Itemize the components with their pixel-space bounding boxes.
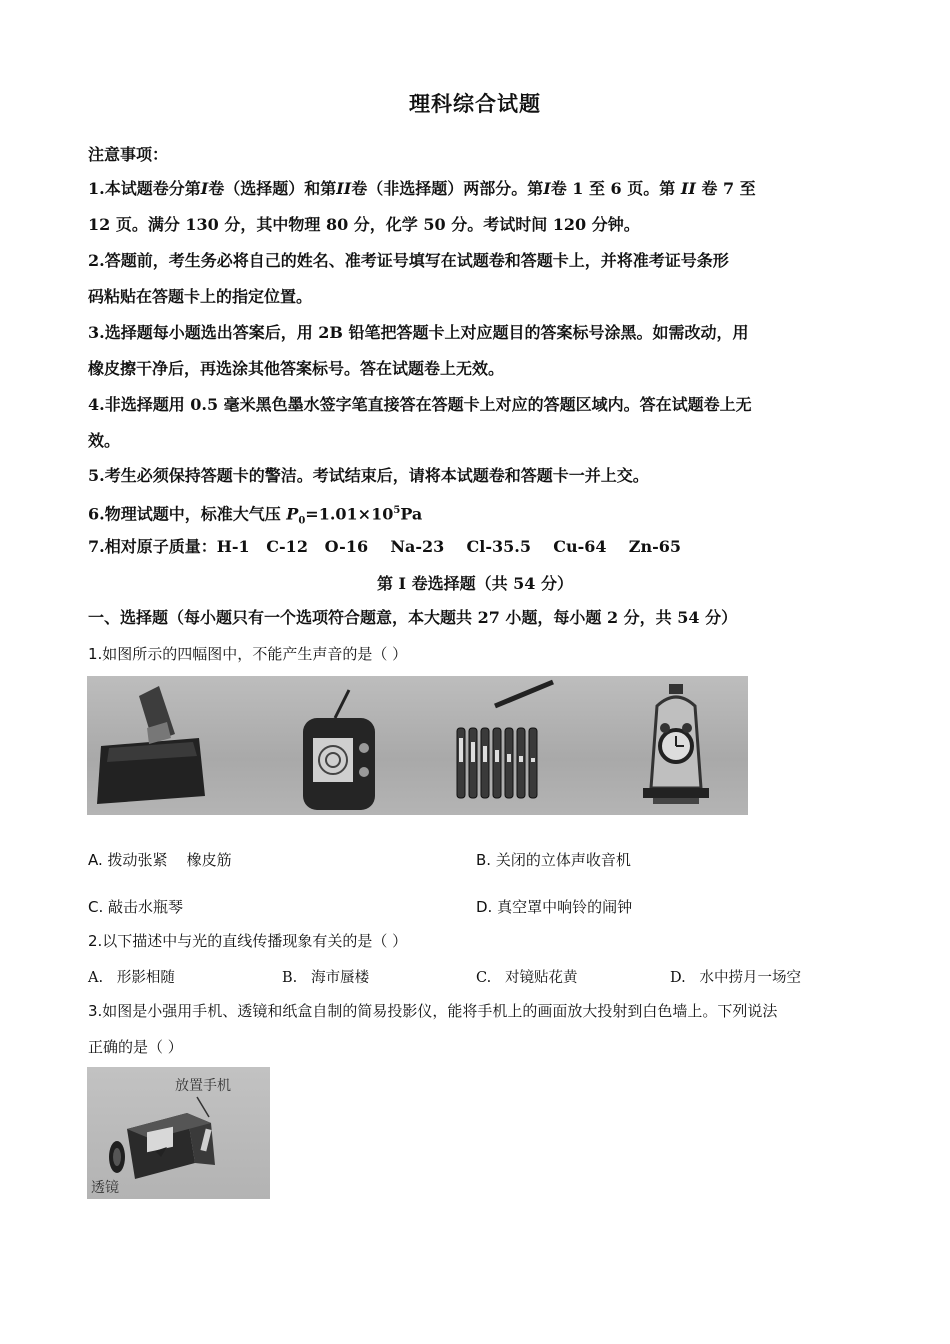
option-text: 拨动张紧 橡皮筋 [107, 851, 232, 869]
q1-option-a[interactable] [88, 849, 232, 870]
q2-option-a[interactable]: A. 形影相随 [88, 970, 175, 986]
section-heading: 第 I 卷选择题（共 54 分） [376, 574, 574, 593]
water-bottles-icon [457, 682, 553, 798]
option-letter: C. [88, 898, 104, 916]
text: Pa [400, 504, 423, 524]
option-letter: A. [88, 851, 103, 869]
q3-stem-line-1: 3.如图是小强用手机、透镜和纸盒自制的简易投影仪，能将手机上的画面放大投射到白色墙上。下列说法 [88, 1002, 778, 1020]
text: 卷 7 至 [701, 179, 756, 198]
q2-option-b[interactable]: B. 海市蜃楼 [282, 970, 370, 986]
text: 卷（选择题）和第 [208, 179, 337, 198]
q1-option-c[interactable] [88, 896, 183, 917]
text: 1.本试题卷分第 [88, 179, 201, 198]
q1-figure [87, 676, 748, 815]
rubber-band-block-icon [97, 686, 205, 804]
text: =1.01×10 [305, 504, 394, 524]
option-text: 关闭的立体声收音机 [495, 851, 631, 869]
text: 卷 1 至 6 页。第 [550, 179, 676, 198]
q1-option-b[interactable] [476, 849, 631, 870]
notice-line-4a: 4.非选择题用 0.5 毫米黑色墨水签字笔直接答在答题卡上对应的答题区域内。答在试题卷上无 [88, 395, 752, 414]
q1-figure-svg [87, 676, 748, 815]
notice-line-7: 7.相对原子质量：H-1 C-12 O-16 Na-23 Cl-35.5 Cu-64 Zn-65 [88, 537, 682, 556]
option-text: 敲击水瓶琴 [108, 898, 184, 916]
option-text: 真空罩中响铃的闹钟 [497, 898, 633, 916]
label-lens: 透镜 [91, 1180, 119, 1196]
label-phone: 放置手机 [175, 1078, 231, 1094]
q2-option-c[interactable]: C. 对镜贴花黄 [476, 970, 578, 986]
pressure-symbol: P [286, 504, 299, 524]
subscript: 0 [298, 515, 306, 527]
q2-option-d[interactable]: D. 水中捞月一场空 [670, 970, 802, 986]
notice-line-3a: 3.选择题每小题选出答案后，用 2B 铅笔把答题卡上对应题目的答案标号涂黑。如需改动，用 [88, 323, 749, 342]
roman-ii: II [336, 179, 352, 198]
notice-heading: 注意事项： [88, 145, 169, 164]
option-letter: D. [476, 898, 493, 916]
notice-line-3b: 橡皮擦干净后，再选涂其他答案标号。答在试题卷上无效。 [88, 359, 505, 378]
radio-icon [303, 690, 375, 810]
q1-option-d[interactable] [476, 896, 632, 917]
notice-line-6 [88, 500, 422, 533]
page-title: 理科综合试题 [409, 91, 541, 116]
part-heading: 一、选择题（每小题只有一个选项符合题意，本大题共 27 小题，每小题 2 分，共 54 分） [88, 608, 738, 627]
projector-box-icon [87, 1067, 270, 1199]
notice-line-1 [88, 178, 756, 200]
bell-jar-clock-icon [643, 684, 709, 804]
notice-line-2a: 2.答题前，考生务必将自己的姓名、准考证号填写在试题卷和答题卡上，并将准考证号条形 [88, 251, 729, 270]
notice-line-5: 5.考生必须保持答题卡的警洁。考试结束后，请将本试题卷和答题卡一并上交。 [88, 466, 649, 485]
q2-stem: 2.以下描述中与光的直线传播现象有关的是（ ） [88, 932, 408, 950]
roman-i: I [200, 179, 209, 198]
text: 卷（非选择题）两部分。第 [351, 179, 544, 198]
notice-line-2b: 码粘贴在答题卡上的指定位置。 [88, 287, 313, 306]
text: 6.物理试题中，标准大气压 [88, 504, 281, 524]
q3-stem-line-2: 正确的是（ ） [88, 1038, 183, 1056]
superscript: 5 [393, 505, 401, 516]
roman-ii: II [680, 179, 696, 198]
q1-stem: 1.如图所示的四幅图中，不能产生声音的是（ ） [88, 645, 408, 663]
q3-figure [87, 1067, 270, 1199]
option-letter: B. [476, 851, 492, 869]
roman-i: I [543, 179, 551, 198]
notice-line-1b: 12 页。满分 130 分，其中物理 80 分，化学 50 分。考试时间 120 分钟。 [88, 215, 640, 234]
notice-line-4b: 效。 [88, 431, 121, 450]
